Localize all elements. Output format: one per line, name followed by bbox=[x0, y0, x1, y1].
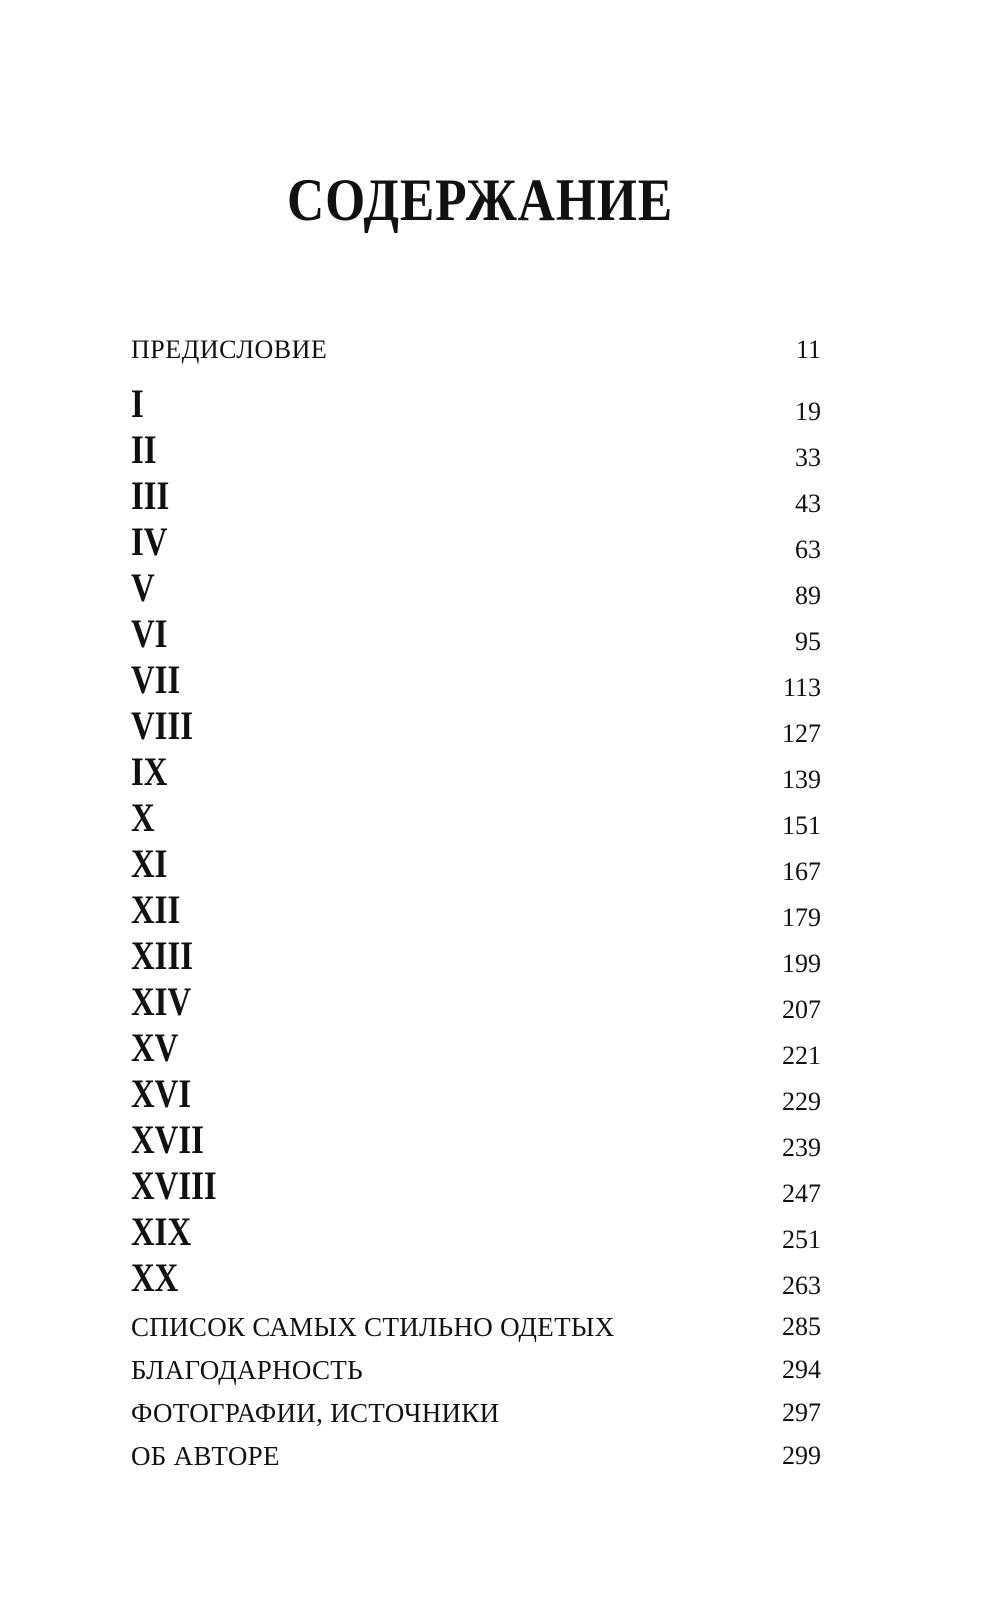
toc-entry-chapter bbox=[131, 1115, 821, 1161]
toc-entry-label: XVII bbox=[131, 1117, 204, 1162]
toc-entry-label: III bbox=[131, 473, 170, 518]
toc-entry-page: 221 bbox=[782, 1041, 821, 1070]
toc-entry-chapter bbox=[131, 977, 821, 1023]
toc-entry-page: 127 bbox=[782, 719, 821, 748]
toc-entry-label: ПРЕДИСЛОВИЕ bbox=[131, 335, 328, 364]
toc-entry-page: 95 bbox=[795, 627, 821, 656]
toc-entry-chapter bbox=[131, 1161, 821, 1207]
toc-entry-label: ОБ АВТОРЕ bbox=[131, 1441, 280, 1471]
toc-entry-label: IV bbox=[131, 519, 168, 564]
toc-entry-label: I bbox=[131, 381, 144, 426]
toc-entry-chapter bbox=[131, 1207, 821, 1253]
toc-entry-chapter bbox=[131, 885, 821, 931]
toc-entry-page: 263 bbox=[782, 1271, 821, 1300]
toc-entry-chapter bbox=[131, 471, 821, 517]
toc-entry-page: 285 bbox=[782, 1312, 821, 1341]
toc-entry-photo-credits bbox=[131, 1385, 821, 1428]
toc-entry-chapter bbox=[131, 747, 821, 793]
toc-entry-chapter bbox=[131, 839, 821, 885]
toc-entry-chapter bbox=[131, 1253, 821, 1299]
toc-entry-label: СПИСОК САМЫХ СТИЛЬНО ОДЕТЫХ bbox=[131, 1312, 615, 1342]
toc-entry-best-dressed-list bbox=[131, 1299, 821, 1342]
toc-entry-page: 63 bbox=[795, 535, 821, 564]
toc-entry-page: 239 bbox=[782, 1133, 821, 1162]
toc-entry-label: VI bbox=[131, 611, 168, 656]
toc-entry-page: 179 bbox=[782, 903, 821, 932]
toc-entry-label: X bbox=[131, 795, 155, 840]
toc-entry-page: 297 bbox=[782, 1398, 821, 1427]
toc-entry-acknowledgements bbox=[131, 1342, 821, 1385]
toc-entry-page: 247 bbox=[782, 1179, 821, 1208]
toc-entry-label: XI bbox=[131, 841, 168, 886]
toc-entry-label: VIII bbox=[131, 703, 193, 748]
toc-entry-page: 199 bbox=[782, 949, 821, 978]
toc-entry-label: XIX bbox=[131, 1209, 192, 1254]
toc-entry-chapter bbox=[131, 655, 821, 701]
toc-entry-label: XX bbox=[131, 1255, 179, 1300]
toc-entry-chapter bbox=[131, 1023, 821, 1069]
toc-entry-label: XVI bbox=[131, 1071, 192, 1116]
toc-entry-page: 294 bbox=[782, 1355, 821, 1384]
toc-entry-chapter bbox=[131, 365, 821, 425]
toc-entry-page: 43 bbox=[795, 489, 821, 518]
toc-entry-page: 229 bbox=[782, 1087, 821, 1116]
toc-entry-chapter bbox=[131, 517, 821, 563]
toc-entry-label: IX bbox=[131, 749, 168, 794]
toc-entry-page: 33 bbox=[795, 443, 821, 472]
toc-entry-preface bbox=[131, 320, 821, 365]
toc-entry-page: 89 bbox=[795, 581, 821, 610]
toc-entry-page: 299 bbox=[782, 1441, 821, 1470]
toc-entry-label: XII bbox=[131, 887, 181, 932]
toc-entry-label: V bbox=[131, 565, 155, 610]
toc-entry-about-author bbox=[131, 1428, 821, 1471]
toc-entry-chapter bbox=[131, 793, 821, 839]
toc-entry-chapter bbox=[131, 609, 821, 655]
page-title: СОДЕРЖАНИЕ bbox=[286, 167, 674, 233]
toc-entry-chapter bbox=[131, 425, 821, 471]
toc-entry-label: XIV bbox=[131, 979, 192, 1024]
toc-entry-label: БЛАГОДАРНОСТЬ bbox=[131, 1355, 363, 1385]
toc-entry-label: ФОТОГРАФИИ, ИСТОЧНИКИ bbox=[131, 1398, 500, 1428]
toc-entry-label: II bbox=[131, 427, 157, 472]
toc-entry-chapter bbox=[131, 1069, 821, 1115]
toc-entry-label: XV bbox=[131, 1025, 179, 1070]
toc-entry-page: 151 bbox=[782, 811, 821, 840]
toc-entry-page: 251 bbox=[782, 1225, 821, 1254]
toc-entry-chapter bbox=[131, 701, 821, 747]
toc-entry-chapter bbox=[131, 563, 821, 609]
toc-entry-page: 167 bbox=[782, 857, 821, 886]
toc-entry-chapter bbox=[131, 931, 821, 977]
toc-entry-page: 11 bbox=[795, 335, 821, 364]
toc-entry-label: VII bbox=[131, 657, 181, 702]
toc-entry-page: 19 bbox=[795, 397, 821, 426]
toc-entry-page: 113 bbox=[782, 673, 821, 702]
table-of-contents bbox=[131, 320, 821, 1471]
toc-entry-label: XVIII bbox=[131, 1163, 217, 1208]
toc-entry-page: 139 bbox=[782, 765, 821, 794]
toc-entry-page: 207 bbox=[782, 995, 821, 1024]
toc-entry-label: XIII bbox=[131, 933, 193, 978]
